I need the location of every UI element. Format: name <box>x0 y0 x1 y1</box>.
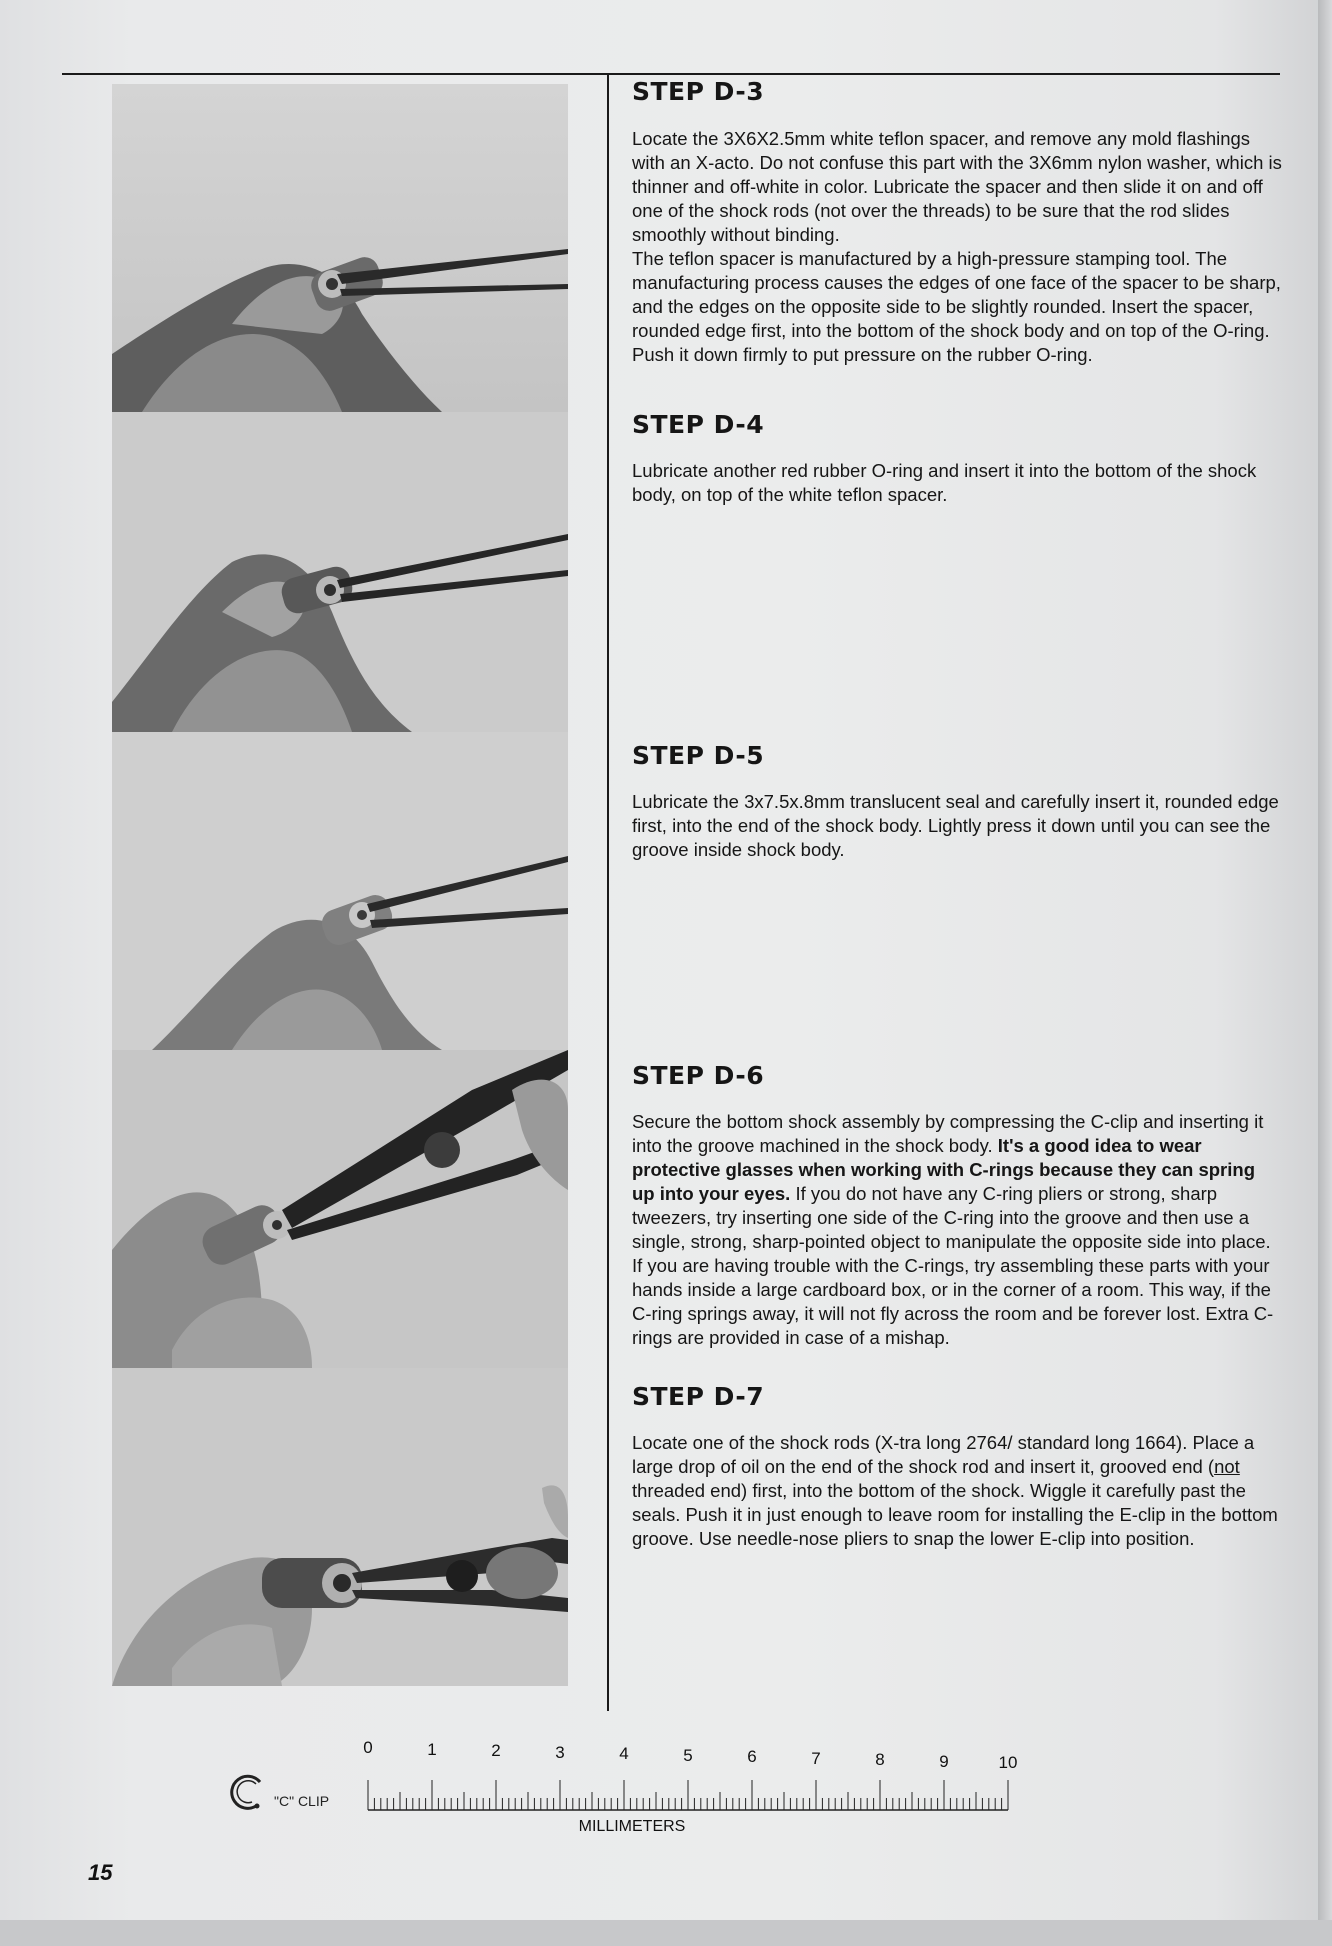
c-clip-icon <box>226 1770 270 1814</box>
photo-step-d7 <box>112 1368 568 1686</box>
top-rule <box>62 73 1280 75</box>
underlined-not: not <box>1214 1456 1240 1477</box>
photo-step-d6 <box>112 1050 568 1368</box>
ruler-scale <box>362 1738 1012 1818</box>
step-title: STEP D-3 <box>632 77 765 106</box>
step-d3 <box>632 77 1282 367</box>
ruler-label: 7 <box>811 1748 821 1768</box>
ruler-label: 4 <box>619 1744 629 1763</box>
millimeter-ruler <box>362 1738 1018 1838</box>
ruler-unit: MILLIMETERS <box>578 1818 686 1835</box>
ruler-label: 0 <box>363 1738 373 1757</box>
ruler-label: 9 <box>939 1751 949 1771</box>
ruler-label: 2 <box>491 1741 501 1760</box>
photo-step-d4 <box>112 412 568 732</box>
bottom-margin <box>0 1920 1332 1946</box>
photo-column <box>112 84 572 1686</box>
step-text: Lubricate another red rubber O-ring and insert it into the bottom of the shock body, on top of the white teflon spacer. <box>632 460 1257 505</box>
step-title: STEP D-7 <box>632 1382 765 1411</box>
step-d6 <box>632 1061 1282 1350</box>
photo-step-d5 <box>112 732 568 1050</box>
step-text: The teflon spacer is manufactured by a high-pressure stamping tool. The manufacturing process causes the edges of one face of the spacer to be sharp, and the edges on the opposite side to be slightly rounded. Insert the spacer, rounded edge first, into the bottom of the shock body and on top of the O-ring. Push it down firmly to put pressure on the rubber O-ring. <box>632 248 1281 365</box>
ruler-label: 5 <box>683 1745 693 1765</box>
step-text: Locate one of the shock rods (X-tra long 2764/ standard long 1664). Place a large drop of oil on the end of the shock rod and insert it, grooved end (not threaded end) first, into the bottom of the shock. Wiggle it carefully past the seals. Push it in just enough to leave room for installing the E-clip in the bottom groove. Use needle-nose pliers to snap the lower E-clip into position. <box>632 1432 1278 1549</box>
column-rule <box>607 75 609 1711</box>
ruler-label: 1 <box>427 1739 437 1759</box>
ruler-label: 8 <box>875 1750 885 1769</box>
step-title: STEP D-6 <box>632 1061 765 1090</box>
ruler-label: 6 <box>747 1747 757 1766</box>
c-clip-label: "C" CLIP <box>274 1793 330 1809</box>
c-clip-figure <box>226 1770 329 1814</box>
safety-warning: It's a good idea to wear protective glasses when working with C-rings because they can spring up into your eyes. <box>632 1135 1255 1204</box>
step-text: Secure the bottom shock assembly by compressing the C-clip and inserting it into the groove machined in the shock body. It's a good idea to wear protective glasses when working with C-rings because they can spring up into your eyes. If you do not have any C-ring pliers or strong, sharp tweezers, try inserting one side of the C-ring into the groove and then use a single, strong, sharp-pointed object to manipulate the opposite side into place. If you are having trouble with the C-rings, try assembling these parts with your hands inside a large cardboard box, or in the corner of a room. This way, if the C-ring springs away, it will not fly across the room and be forever lost. Extra C-rings are provided in case of a mishap. <box>632 1111 1274 1348</box>
step-d7 <box>632 1382 1282 1551</box>
step-title: STEP D-5 <box>632 741 765 770</box>
photo-step-d3 <box>112 84 568 412</box>
step-text: Lubricate the 3x7.5x.8mm translucent seal and carefully insert it, rounded edge first, into the end of the shock body. Lightly press it down until you can see the groove inside shock body. <box>632 791 1279 860</box>
page-number: 15 <box>88 1860 113 1885</box>
step-d4 <box>632 410 1282 507</box>
step-d5 <box>632 741 1282 862</box>
step-text: Locate the 3X6X2.5mm white teflon spacer, and remove any mold flashings with an X-acto. Do not confuse this part with the 3X6mm nylon washer, which is thinner and off-white in color. Lubricate the spacer and then slide it on and off one of the shock rods (not over the threads) to be sure that the rod slides smoothly without binding. <box>632 128 1282 245</box>
ruler-label: 10 <box>998 1753 1018 1772</box>
ruler-label: 3 <box>555 1742 565 1762</box>
step-title: STEP D-4 <box>632 410 765 439</box>
page-edge <box>1318 0 1332 1946</box>
